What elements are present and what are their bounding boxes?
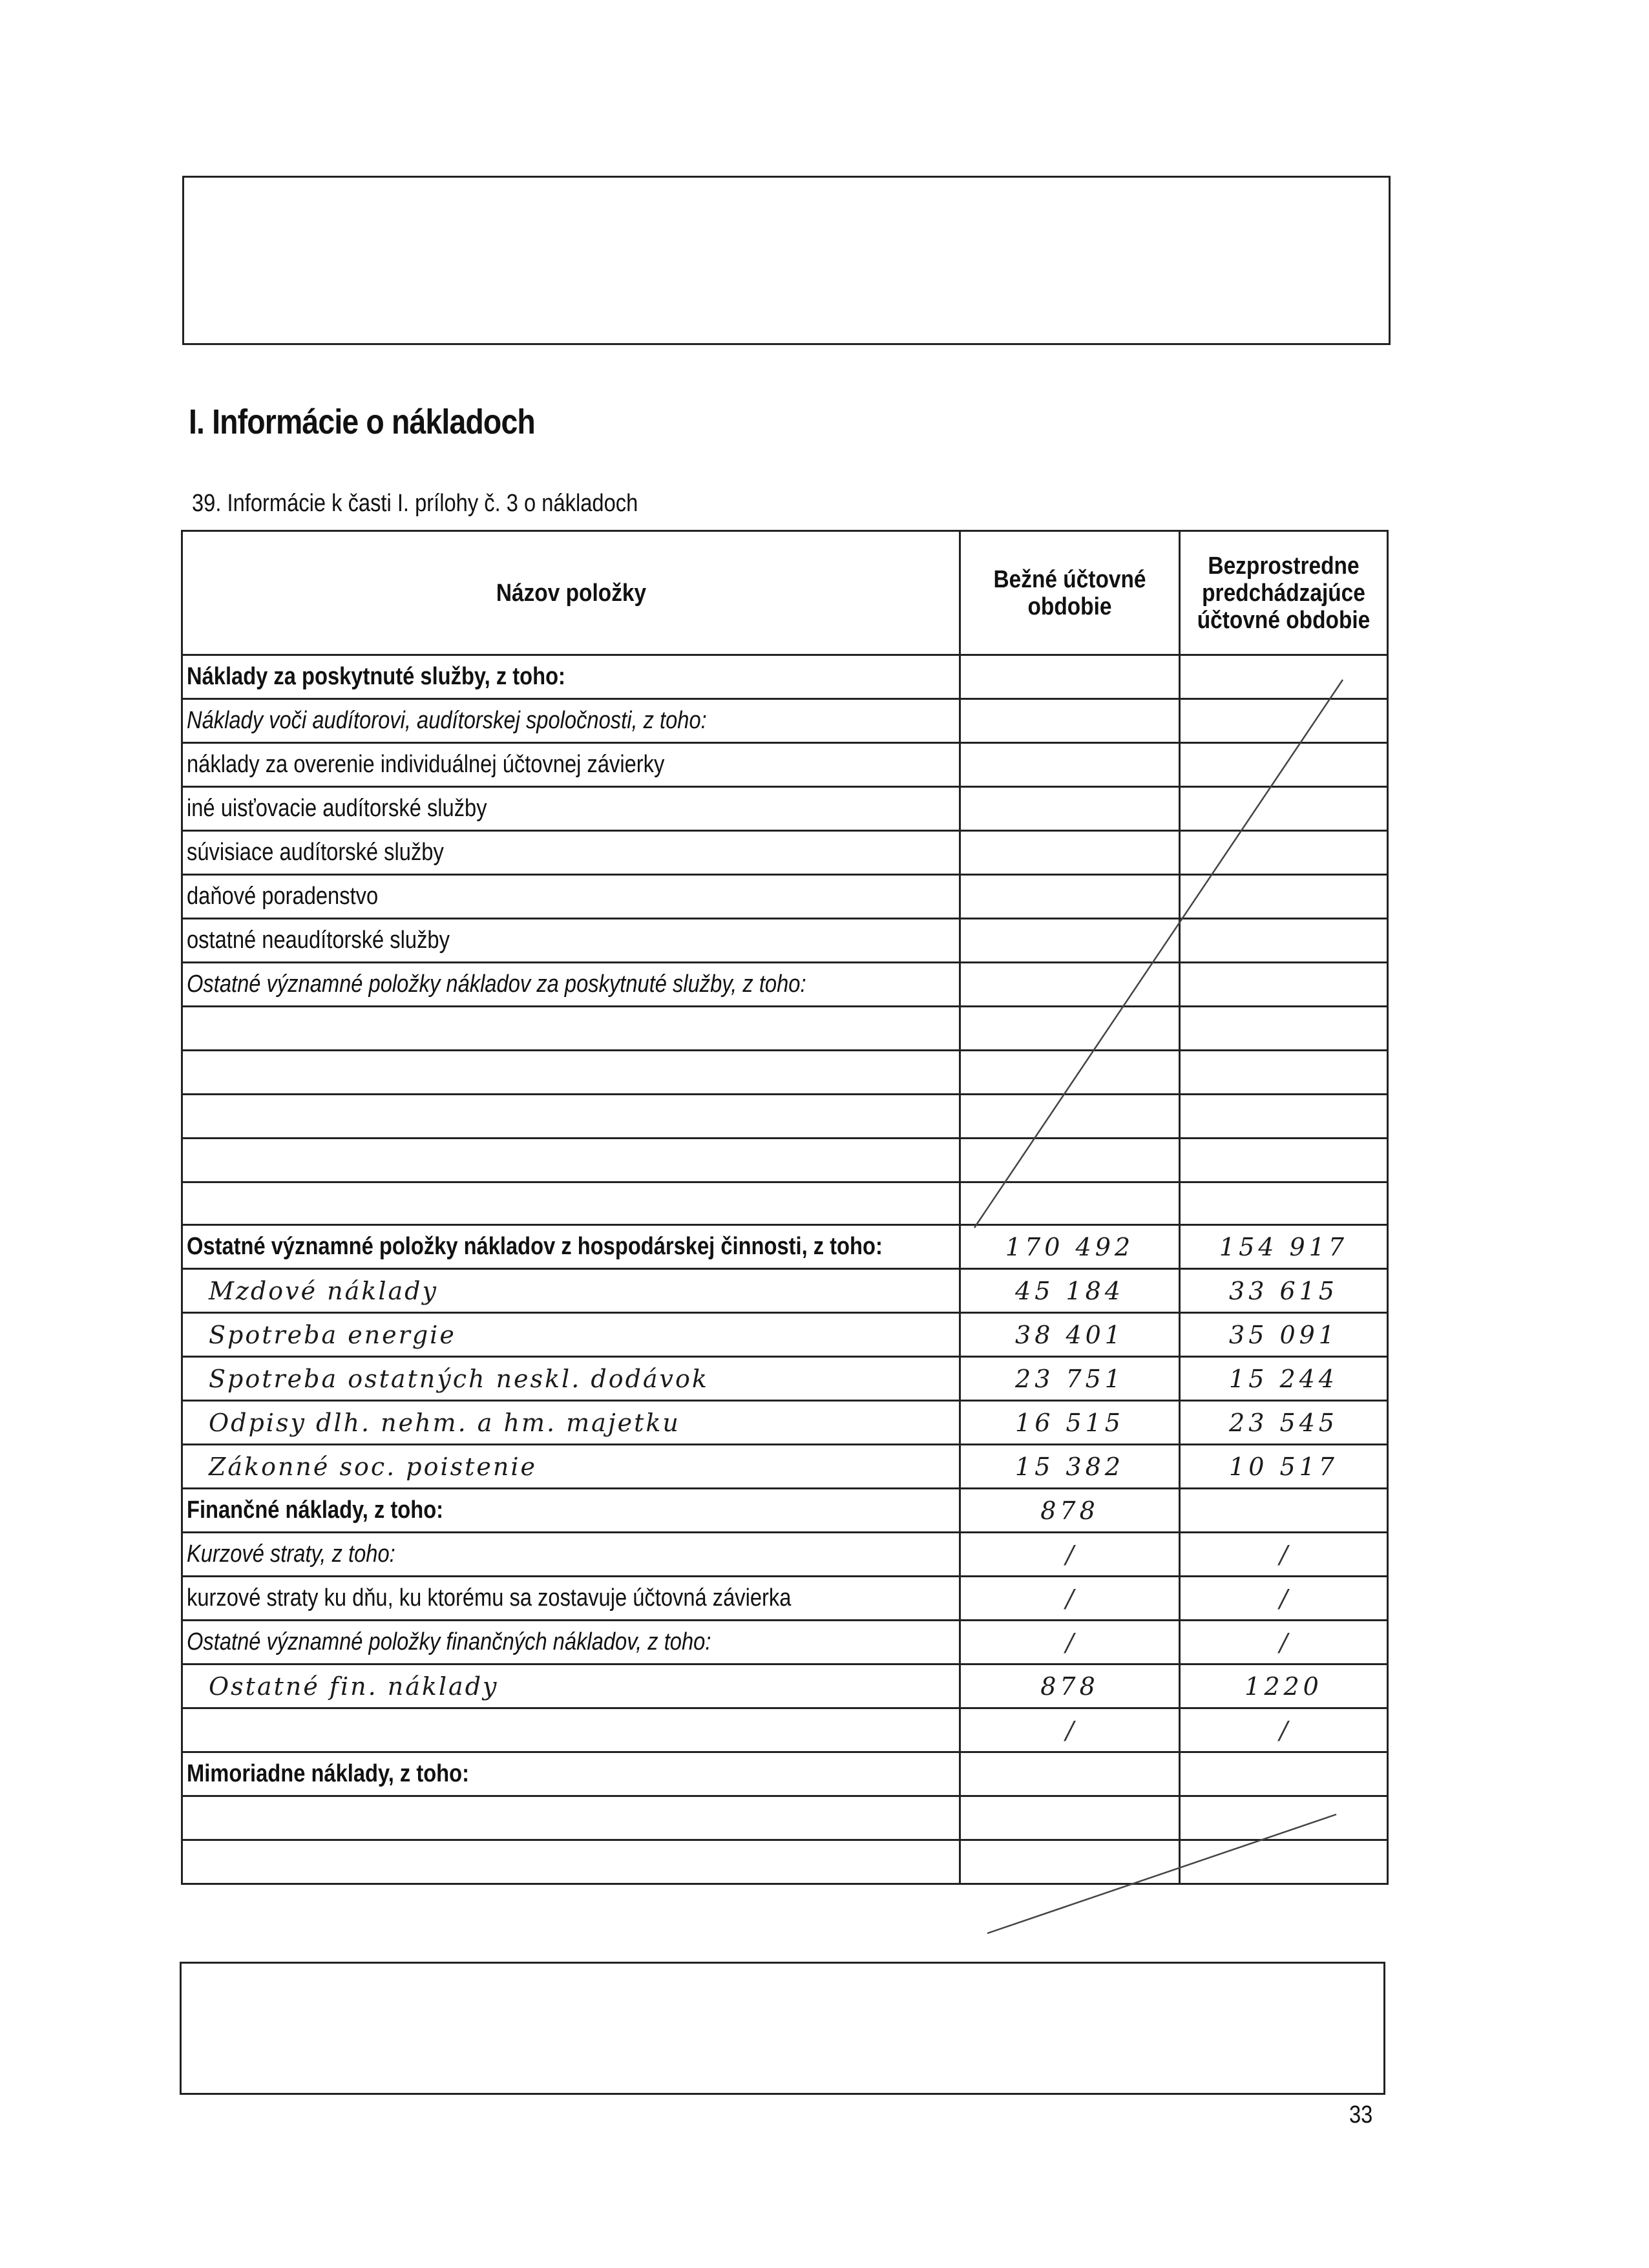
cell-previous — [1180, 1007, 1388, 1051]
operating-total-previous: 154 917 — [1180, 1225, 1388, 1269]
operating-item-label: Spotreba energie — [182, 1313, 960, 1357]
table-row — [182, 1840, 1388, 1884]
dash-mark: / — [1180, 1621, 1388, 1664]
table-row — [182, 1095, 1388, 1139]
dash-mark: / — [960, 1621, 1180, 1664]
cell-previous — [1180, 919, 1388, 963]
table-row — [182, 1357, 1388, 1401]
cell-current — [960, 1752, 1180, 1796]
table-row — [182, 1225, 1388, 1269]
cell-previous — [1180, 1840, 1388, 1884]
table-row — [182, 1796, 1388, 1840]
cell-current — [960, 699, 1180, 743]
table-header-row — [182, 531, 1388, 655]
cell-previous — [1180, 1752, 1388, 1796]
cell-previous — [1180, 1182, 1388, 1225]
cell-current — [960, 655, 1180, 699]
operating-item-previous: 35 091 — [1180, 1313, 1388, 1357]
related-audit-label: súvisiace audítorské služby — [182, 831, 960, 875]
table-row — [182, 1664, 1388, 1708]
cell-previous — [1180, 1095, 1388, 1139]
table-row — [182, 1577, 1388, 1621]
operating-item-previous: 23 545 — [1180, 1401, 1388, 1445]
audit-individual-label: náklady za overenie individuálnej účtovnej závierky — [182, 743, 960, 787]
other-non-audit-label: ostatné neaudítorské služby — [182, 919, 960, 963]
auditor-costs-label: Náklady voči audítorovi, audítorskej spoločnosti, z toho: — [182, 699, 960, 743]
footer-blank-box — [180, 1962, 1385, 2095]
operating-item-previous: 33 615 — [1180, 1269, 1388, 1313]
table-row — [182, 1051, 1388, 1095]
cell-previous — [1180, 831, 1388, 875]
table-row — [182, 1752, 1388, 1796]
dash-mark: / — [1180, 1533, 1388, 1577]
financial-title: Finančné náklady, z toho: — [182, 1489, 960, 1533]
other-financial-item-label: Ostatné fin. náklady — [182, 1664, 960, 1708]
table-row — [182, 787, 1388, 831]
dash-mark: / — [1180, 1708, 1388, 1752]
cell-empty — [182, 1095, 960, 1139]
cell-current — [960, 1139, 1180, 1182]
table-row — [182, 1139, 1388, 1182]
cell-previous — [1180, 1489, 1388, 1533]
operating-total-current: 170 492 — [960, 1225, 1180, 1269]
cell-previous — [1180, 743, 1388, 787]
table-row — [182, 1489, 1388, 1533]
cell-empty — [182, 1182, 960, 1225]
other-significant-services-label: Ostatné významné položky nákladov za poskytnuté služby, z toho: — [182, 963, 960, 1007]
cell-previous — [1180, 1796, 1388, 1840]
cell-current — [960, 1182, 1180, 1225]
operating-item-previous: 15 244 — [1180, 1357, 1388, 1401]
section-subtitle: 39. Informácie k časti I. prílohy č. 3 o nákladoch — [192, 490, 638, 517]
operating-item-current: 16 515 — [960, 1401, 1180, 1445]
other-financial-item-previous: 1220 — [1180, 1664, 1388, 1708]
dash-mark: / — [960, 1577, 1180, 1621]
operating-item-label: Spotreba ostatných neskl. dodávok — [182, 1357, 960, 1401]
financial-total-current: 878 — [960, 1489, 1180, 1533]
operating-item-label: Zákonné soc. poistenie — [182, 1445, 960, 1489]
section-title: I. Informácie o nákladoch — [189, 403, 535, 441]
cell-empty — [182, 1051, 960, 1095]
table-row — [182, 919, 1388, 963]
cell-previous — [1180, 875, 1388, 919]
table-row — [182, 875, 1388, 919]
table-row — [182, 1445, 1388, 1489]
operating-item-current: 38 401 — [960, 1313, 1180, 1357]
table-row — [182, 1401, 1388, 1445]
table-row — [182, 1269, 1388, 1313]
cell-current — [960, 1840, 1180, 1884]
cost-table — [181, 530, 1389, 1885]
table-row — [182, 1313, 1388, 1357]
operating-item-current: 15 382 — [960, 1445, 1180, 1489]
cell-current — [960, 963, 1180, 1007]
cell-current — [960, 875, 1180, 919]
header-previous-period: Bezprostredne predchádzajúce účtovné obdobie — [1180, 531, 1388, 655]
table-row — [182, 655, 1388, 699]
dash-mark: / — [960, 1533, 1180, 1577]
cell-empty — [182, 1007, 960, 1051]
table-row — [182, 963, 1388, 1007]
page-number: 33 — [1349, 2101, 1373, 2128]
fx-losses-label: Kurzové straty, z toho: — [182, 1533, 960, 1577]
cell-empty — [182, 1708, 960, 1752]
dash-mark: / — [960, 1708, 1180, 1752]
cell-current — [960, 787, 1180, 831]
cell-previous — [1180, 655, 1388, 699]
cell-current — [960, 1796, 1180, 1840]
cell-current — [960, 1051, 1180, 1095]
table-row — [182, 743, 1388, 787]
cell-previous — [1180, 963, 1388, 1007]
table-row — [182, 1007, 1388, 1051]
cell-current — [960, 919, 1180, 963]
operating-item-label: Odpisy dlh. nehm. a hm. majetku — [182, 1401, 960, 1445]
operating-title: Ostatné významné položky nákladov z hospodárskej činnosti, z toho: — [182, 1225, 960, 1269]
table-row — [182, 1708, 1388, 1752]
table-row — [182, 831, 1388, 875]
operating-item-previous: 10 517 — [1180, 1445, 1388, 1489]
table-row — [182, 699, 1388, 743]
services-title: Náklady za poskytnuté služby, z toho: — [182, 655, 960, 699]
other-assurance-label: iné uisťovacie audítorské služby — [182, 787, 960, 831]
cell-previous — [1180, 699, 1388, 743]
operating-item-current: 23 751 — [960, 1357, 1180, 1401]
cell-current — [960, 743, 1180, 787]
cell-current — [960, 831, 1180, 875]
header-blank-box — [182, 176, 1391, 345]
cell-previous — [1180, 1139, 1388, 1182]
other-financial-label: Ostatné významné položky finančných nákladov, z toho: — [182, 1621, 960, 1664]
table-row — [182, 1533, 1388, 1577]
cell-empty — [182, 1139, 960, 1182]
header-current-period: Bežné účtovné obdobie — [960, 531, 1180, 655]
table-row — [182, 1182, 1388, 1225]
cell-current — [960, 1095, 1180, 1139]
operating-item-current: 45 184 — [960, 1269, 1180, 1313]
cell-empty — [182, 1840, 960, 1884]
cell-previous — [1180, 787, 1388, 831]
table-row — [182, 1621, 1388, 1664]
tax-advisory-label: daňové poradenstvo — [182, 875, 960, 919]
other-financial-item-current: 878 — [960, 1664, 1180, 1708]
dash-mark: / — [1180, 1577, 1388, 1621]
cell-current — [960, 1007, 1180, 1051]
cell-previous — [1180, 1051, 1388, 1095]
fx-losses-closing-label: kurzové straty ku dňu, ku ktorému sa zostavuje účtovná závierka — [182, 1577, 960, 1621]
cell-empty — [182, 1796, 960, 1840]
operating-item-label: Mzdové náklady — [182, 1269, 960, 1313]
extraordinary-title: Mimoriadne náklady, z toho: — [182, 1752, 960, 1796]
header-item-name: Názov položky — [182, 531, 960, 655]
